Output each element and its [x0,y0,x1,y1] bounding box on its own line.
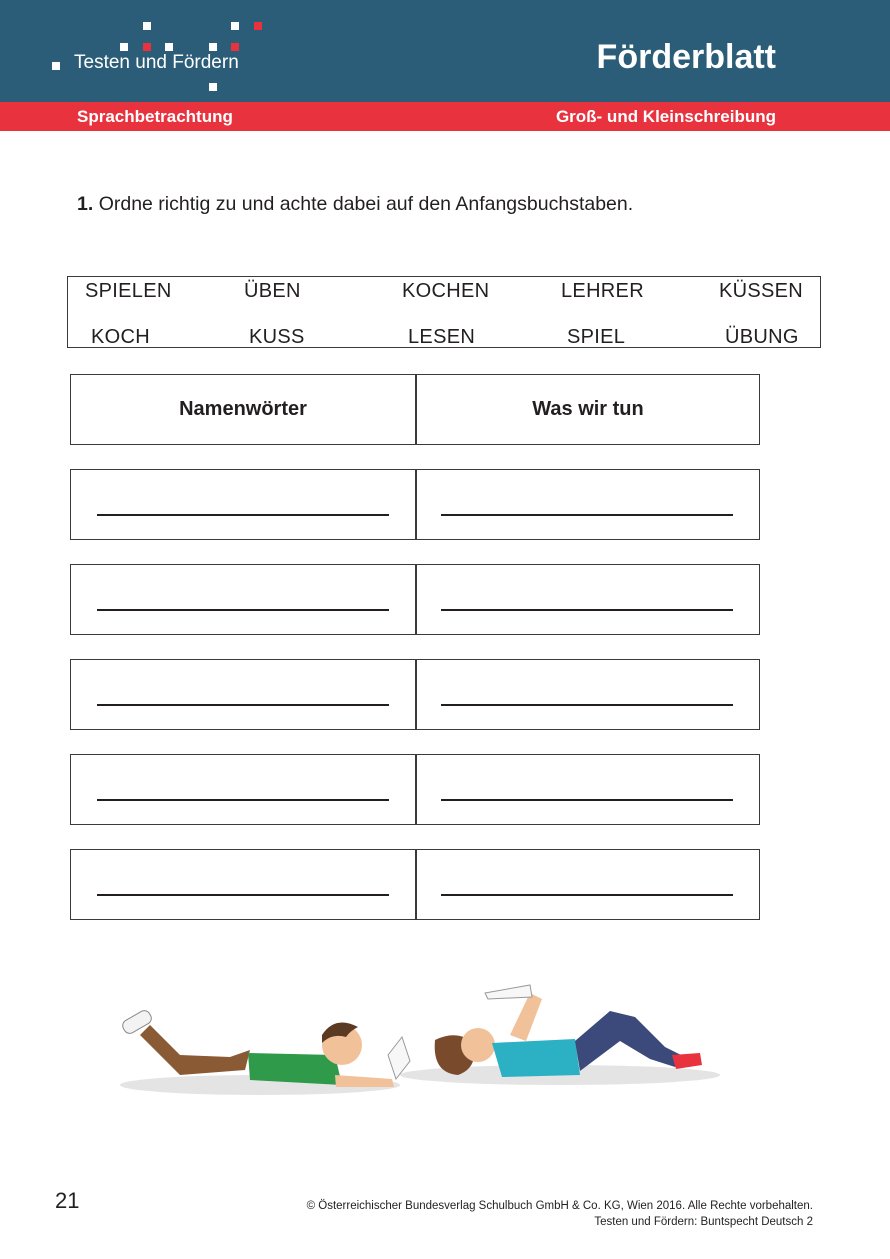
logo-square [143,43,151,51]
answer-line-noun[interactable] [97,894,389,896]
column-divider [415,755,417,824]
word-item: KÜSSEN [719,280,804,302]
answer-row [70,469,760,540]
word-box [67,276,821,348]
logo-square [254,22,262,30]
answer-row [70,754,760,825]
column-header-verbs: Was wir tun [532,398,644,420]
copyright-text: © Österreichischer Bundesverlag Schulbuch GmbH & Co. KG, Wien 2016. Alle Rechte vorbehalten. [306,1200,813,1212]
boy-figure [121,1008,410,1087]
word-item: ÜBUNG [725,326,799,348]
task-text: Ordne richtig zu und achte dabei auf den Anfangsbuchstaben. [98,193,634,215]
answer-row [70,659,760,730]
answer-line-verb[interactable] [441,609,733,611]
answer-line-noun[interactable] [97,799,389,801]
word-item: SPIELEN [85,280,172,302]
column-divider [415,850,417,919]
page-title: Förderblatt [596,38,776,76]
series-text: Testen und Fördern: Buntspecht Deutsch 2 [594,1216,813,1228]
answer-line-verb[interactable] [441,894,733,896]
header-bar [0,0,890,102]
logo-square [120,43,128,51]
logo-square [209,43,217,51]
logo-square [143,22,151,30]
category-label: Sprachbetrachtung [77,107,233,126]
answer-line-verb[interactable] [441,514,733,516]
word-item: LESEN [408,326,476,348]
brand-logo-text: Testen und Fördern [74,52,239,73]
girl-figure [435,985,702,1077]
word-item: KOCH [91,326,150,348]
logo-square [52,62,60,70]
answer-row [70,849,760,920]
answer-line-verb[interactable] [441,704,733,706]
word-item: SPIEL [567,326,626,348]
answer-line-noun[interactable] [97,514,389,516]
column-header-nouns: Namenwörter [179,398,307,420]
answer-line-verb[interactable] [441,799,733,801]
children-reading-illustration [110,975,750,1100]
logo-square [209,83,217,91]
task-number: 1. [77,193,94,215]
logo-square [231,22,239,30]
column-divider [415,660,417,729]
answer-row [70,564,760,635]
topic-label: Groß- und Kleinschreibung [555,107,776,126]
page-number: 21 [55,1188,80,1213]
logo-square [165,43,173,51]
column-divider [415,470,417,539]
table-header-row [70,374,760,445]
column-divider [415,565,417,634]
word-item: KUSS [249,326,305,348]
task-instruction [77,193,633,216]
word-item: ÜBEN [244,280,301,302]
answer-line-noun[interactable] [97,609,389,611]
logo-square [231,43,239,51]
answer-line-noun[interactable] [97,704,389,706]
word-item: LEHRER [561,280,644,302]
word-item: KOCHEN [402,280,490,302]
